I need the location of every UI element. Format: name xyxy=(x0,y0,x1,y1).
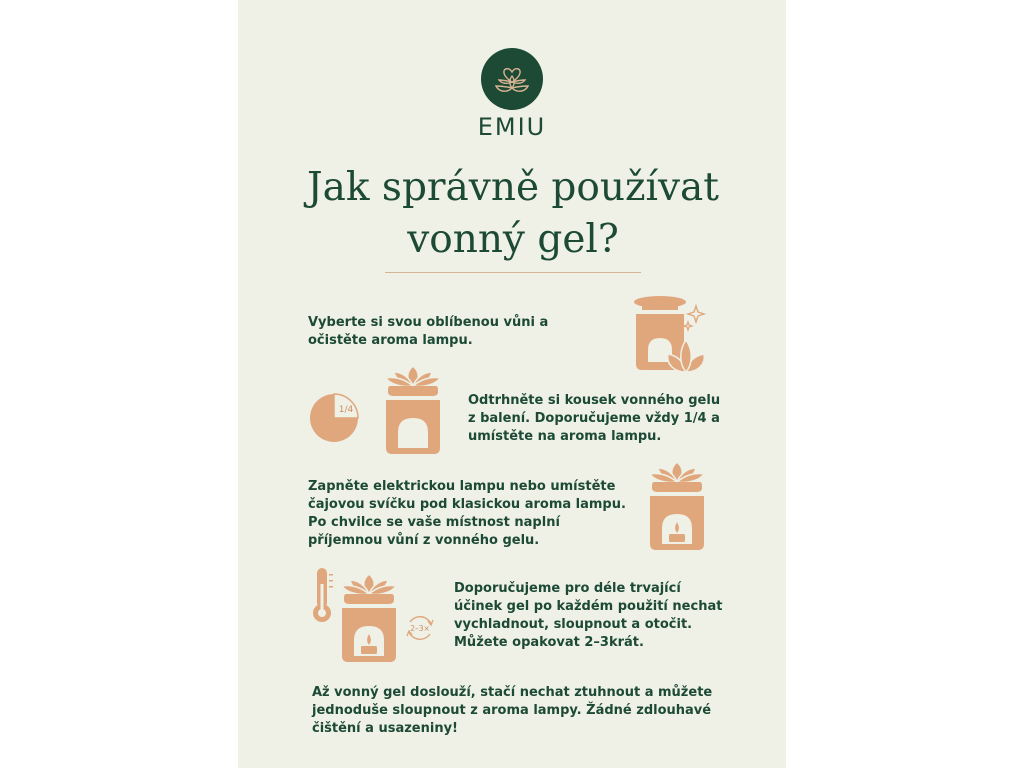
title-line-2: vonný gel? xyxy=(407,217,619,262)
step-1-text: Vyberte si svou oblíbenou vůni a očistěte aroma lampu. xyxy=(308,315,549,348)
aroma-lamp-repeat-icon xyxy=(338,572,400,664)
step-5-text: Až vonný gel doslouží, stačí nechat ztuhnout a můžete jednoduše sloupnout z aroma lampy. Žádné zdlouhavé čištění a usazeniny! xyxy=(312,685,713,736)
step-4-text: Doporučujeme pro déle trvající účinek gel po každém použití nechat vychladnout, sloupnout a otočit. Můžete opakovat 2–3krát. xyxy=(454,581,723,650)
aroma-lamp-gel-icon xyxy=(382,364,444,456)
quarter-pie-icon xyxy=(308,392,360,444)
fraction-label: 1/4 xyxy=(338,405,354,415)
repeat-label: 2–3× xyxy=(410,624,430,633)
instruction-card xyxy=(238,0,786,768)
title-divider xyxy=(385,272,641,273)
lotus-heart-icon xyxy=(481,48,543,110)
aroma-lamp-candle-icon xyxy=(646,460,708,552)
step-3-text: Zapněte elektrickou lampu nebo umístěte čajovou svíčku pod klasickou aroma lampu. Po chvilce se vaše místnost naplní příjemnou vůní z vonného gelu. xyxy=(308,479,626,548)
page-title xyxy=(278,162,748,266)
step-2-text: Odtrhněte si kousek vonného gelu z balení. Doporučujeme vždy 1/4 a umístěte na aroma lampu. xyxy=(468,393,721,444)
title-line-1: Jak správně používat xyxy=(307,165,719,210)
brand-logo xyxy=(481,48,543,110)
thermometer-icon xyxy=(310,566,334,624)
aroma-lamp-clean-icon xyxy=(624,292,714,382)
repeat-cycle-icon xyxy=(404,612,436,644)
brand-name: EMIU xyxy=(477,113,547,141)
